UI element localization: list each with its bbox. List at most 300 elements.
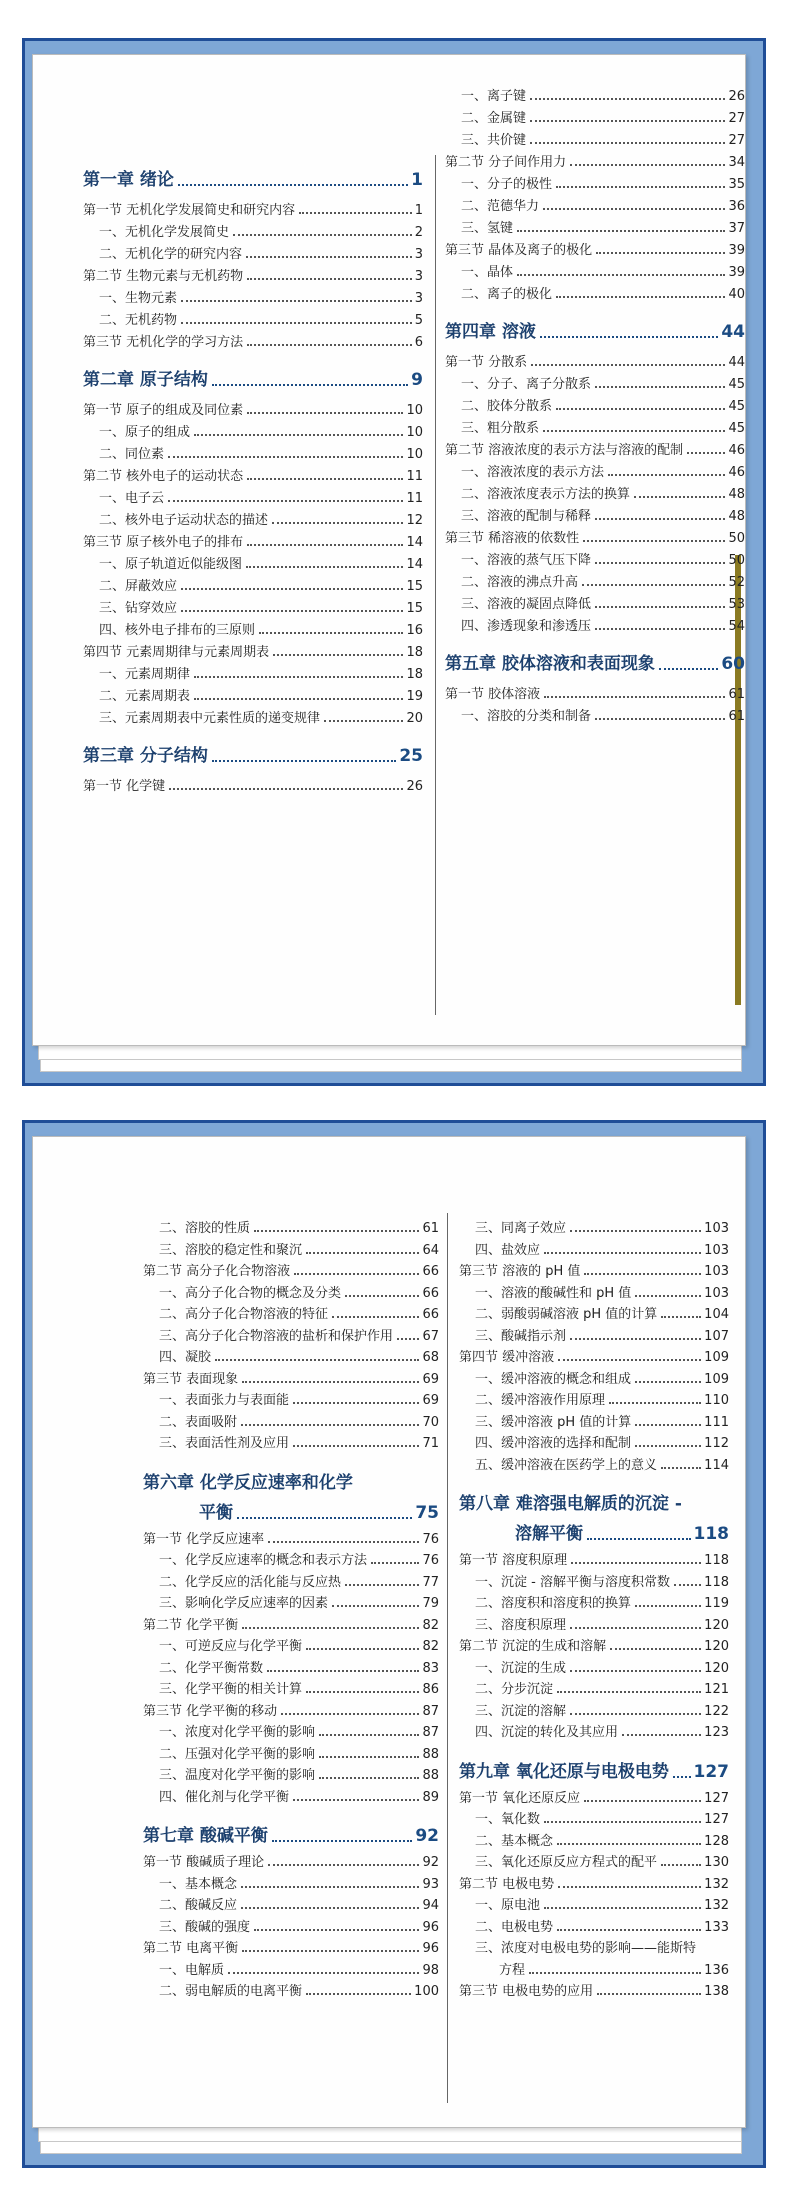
entry-title: 第八章 难溶强电解质的沉淀 - (459, 1494, 682, 1514)
dot-leader (306, 1648, 419, 1650)
toc-section-entry (83, 399, 423, 418)
dot-leader (635, 1295, 701, 1297)
entry-title: 三、粗分散系 (461, 421, 540, 436)
toc-subsection-entry (143, 1325, 439, 1344)
entry-title: 第二节 电离平衡 (143, 1941, 239, 1956)
toc-subsection-entry (143, 1217, 439, 1236)
dot-leader (194, 434, 403, 436)
entry-title: 第五章 胶体溶液和表面现象 (445, 654, 655, 674)
entry-title: 三、酸碱的强度 (159, 1919, 251, 1935)
page-number: 114 (704, 1457, 729, 1473)
entry-title: 第四节 元素周期律与元素周期表 (83, 645, 270, 660)
page-number: 118 (704, 1553, 729, 1568)
page-number: 6 (414, 335, 423, 350)
page-number: 107 (704, 1328, 729, 1344)
entry-title: 五、缓冲溶液在医药学上的意义 (475, 1457, 658, 1473)
dot-leader (622, 1734, 701, 1736)
page-number: 12 (406, 513, 423, 528)
toc-subsection-entry (459, 1432, 729, 1451)
page-number: 76 (422, 1553, 439, 1568)
entry-title: 一、基本概念 (159, 1876, 238, 1892)
entry-title: 二、表面吸附 (159, 1414, 238, 1430)
dot-leader (557, 1843, 701, 1845)
toc-section-entry (143, 1937, 439, 1956)
toc-subsection-entry (459, 1721, 729, 1740)
toc-subsection-entry (445, 373, 745, 392)
entry-title: 二、分步沉淀 (475, 1682, 554, 1697)
page-number: 127 (704, 1812, 729, 1827)
dot-leader (570, 164, 725, 166)
entry-title: 一、离子键 (461, 89, 527, 104)
page-number: 50 (728, 531, 745, 546)
dot-leader (570, 1338, 701, 1340)
page-number: 3 (414, 269, 423, 284)
dot-leader (570, 1627, 701, 1629)
dot-leader (272, 522, 403, 524)
toc-section-entry (143, 1528, 439, 1547)
toc-subsection-entry (143, 1980, 439, 1999)
dot-leader (241, 1424, 419, 1426)
entry-title: 三、元素周期表中元素性质的递变规律 (99, 711, 321, 726)
page-number: 46 (728, 465, 745, 480)
dot-leader (530, 142, 725, 144)
page-number: 71 (422, 1436, 439, 1451)
dot-leader (273, 654, 403, 656)
toc-section-entry (143, 1614, 439, 1633)
entry-title: 第二节 核外电子的运动状态 (83, 469, 244, 484)
entry-title: 二、金属键 (461, 111, 527, 126)
entry-title: 第四节 缓冲溶液 (459, 1350, 555, 1365)
page-number: 118 (693, 1524, 729, 1544)
dot-leader (294, 1273, 419, 1275)
entry-title: 第三节 稀溶液的依数性 (445, 531, 580, 546)
toc-subsection-entry (459, 1851, 729, 1870)
page-number: 14 (406, 535, 423, 550)
page-number: 25 (399, 746, 423, 766)
toc-subsection-entry (445, 85, 745, 104)
toc-subsection-entry (459, 1894, 729, 1913)
page-number: 77 (422, 1574, 439, 1590)
toc-subsection-entry (83, 309, 423, 328)
toc-left-column (83, 165, 423, 1025)
dot-leader (371, 1562, 419, 1564)
toc-subsection-entry (143, 1635, 439, 1654)
toc-subsection-entry (143, 1873, 439, 1892)
dot-leader (635, 1381, 701, 1383)
toc-subsection-entry (445, 505, 745, 524)
toc-subsection-entry (83, 287, 423, 306)
entry-title: 第一节 酸碱质子理论 (143, 1855, 265, 1870)
toc-section-entry (83, 775, 423, 794)
page-number: 132 (704, 1876, 729, 1892)
toc-subsection-entry (143, 1549, 439, 1568)
dot-leader (268, 1541, 419, 1543)
toc-subsection-entry (143, 1571, 439, 1590)
toc-subsection-entry (83, 243, 423, 262)
page-number: 44 (728, 355, 745, 370)
entry-title: 第七章 酸碱平衡 (143, 1826, 268, 1846)
toc-subsection-entry (445, 217, 745, 236)
entry-title: 三、高分子化合物溶液的盐析和保护作用 (159, 1328, 394, 1344)
dot-leader (544, 1821, 701, 1823)
entry-title: 二、核外电子运动状态的描述 (99, 513, 269, 528)
entry-title: 第六章 化学反应速率和化学 (143, 1472, 353, 1493)
dot-leader (332, 1605, 419, 1607)
toc-subsection-entry (83, 509, 423, 528)
toc-section-entry (83, 331, 423, 350)
toc-subsection-entry (143, 1239, 439, 1258)
entry-title: 二、化学反应的活化能与反应热 (159, 1574, 342, 1590)
toc-subsection-entry (459, 1239, 729, 1258)
entry-title: 一、沉淀 - 溶解平衡与溶度积常数 (475, 1574, 670, 1590)
page-number: 48 (728, 509, 745, 524)
dot-leader (293, 1445, 419, 1447)
entry-title: 三、表面活性剂及应用 (159, 1436, 290, 1451)
dot-leader (544, 696, 725, 698)
page-number: 45 (728, 399, 745, 414)
toc-section-entry (445, 527, 745, 546)
entry-title: 一、溶胶的分类和制备 (461, 709, 592, 724)
dot-leader (241, 1907, 419, 1909)
dot-leader (319, 1777, 419, 1779)
dot-leader (267, 1670, 419, 1672)
dot-leader (241, 1886, 419, 1888)
page-number: 127 (704, 1790, 729, 1806)
page-number: 88 (422, 1768, 439, 1783)
toc-chapter-entry-cont (459, 1519, 729, 1544)
dot-leader (661, 1864, 701, 1866)
page-number: 2 (414, 225, 423, 240)
page-number: 3 (414, 247, 423, 262)
dot-leader (558, 1886, 701, 1888)
dot-leader (595, 386, 725, 388)
page-number: 39 (728, 265, 745, 280)
page-number: 45 (728, 377, 745, 392)
toc-subsection-entry (143, 1721, 439, 1740)
entry-title: 第三节 表面现象 (143, 1371, 239, 1387)
entry-title: 一、原子轨道近似能级图 (99, 557, 243, 572)
toc-subsection-entry (459, 1959, 729, 1978)
entry-title: 一、化学反应速率的概念和表示方法 (159, 1553, 368, 1568)
toc-chapter-entry (83, 365, 423, 390)
dot-leader (246, 566, 403, 568)
page-number: 10 (406, 447, 423, 462)
dot-leader (242, 1950, 419, 1952)
entry-title: 四、凝胶 (159, 1350, 212, 1365)
dot-leader (319, 1756, 419, 1758)
toc-subsection-entry (445, 571, 745, 590)
dot-leader (584, 1800, 701, 1802)
toc-section-entry (83, 641, 423, 660)
toc-chapter-entry (83, 741, 423, 766)
dot-leader (556, 186, 725, 188)
toc-subsection-entry (83, 221, 423, 240)
entry-title: 二、屏蔽效应 (99, 579, 178, 594)
toc-subsection-entry (445, 173, 745, 192)
page-number: 53 (728, 597, 745, 612)
entry-title: 溶解平衡 (515, 1524, 583, 1544)
toc-subsection-entry (445, 615, 745, 634)
toc-subsection-entry (459, 1411, 729, 1430)
dot-leader (531, 364, 725, 366)
dot-leader (194, 698, 403, 700)
toc-subsection-entry (83, 553, 423, 572)
entry-title: 一、沉淀的生成 (475, 1660, 567, 1676)
page-number: 92 (422, 1855, 439, 1870)
entry-title: 第三节 电极电势的应用 (459, 1984, 594, 1999)
page-number: 120 (704, 1660, 729, 1676)
page-number: 128 (704, 1833, 729, 1849)
entry-title: 一、电解质 (159, 1962, 225, 1978)
entry-title: 方程 (499, 1962, 526, 1978)
page-number: 111 (704, 1414, 729, 1430)
entry-title: 三、缓冲溶液 pH 值的计算 (475, 1414, 632, 1430)
entry-title: 一、无机化学发展简史 (99, 225, 230, 240)
entry-title: 二、弱酸弱碱溶液 pH 值的计算 (475, 1307, 658, 1322)
dot-leader (570, 1713, 701, 1715)
page-number: 127 (693, 1761, 729, 1782)
dot-leader (181, 610, 403, 612)
dot-leader (595, 628, 725, 630)
page-number: 18 (406, 645, 423, 660)
entry-title: 一、高分子化合物的概念及分类 (159, 1285, 342, 1301)
page-number: 103 (704, 1285, 729, 1301)
dot-leader (530, 120, 725, 122)
toc-section-entry (459, 1346, 729, 1365)
entry-title: 二、无机化学的研究内容 (99, 247, 243, 262)
entry-title: 二、同位素 (99, 447, 165, 462)
entry-title: 一、表面张力与表面能 (159, 1393, 290, 1408)
toc-subsection-entry (459, 1282, 729, 1301)
toc-subsection-entry (459, 1454, 729, 1473)
toc-subsection-entry (445, 195, 745, 214)
entry-title: 第三节 溶液的 pH 值 (459, 1264, 581, 1279)
page-number: 16 (406, 623, 423, 638)
entry-title: 第三节 化学平衡的移动 (143, 1703, 278, 1719)
page-number: 112 (704, 1436, 729, 1451)
dot-leader (595, 718, 725, 720)
page-number: 83 (422, 1660, 439, 1676)
entry-title: 三、浓度对电极电势的影响——能斯特 (475, 1941, 697, 1956)
toc-section-entry (459, 1260, 729, 1279)
page-number: 119 (704, 1596, 729, 1611)
page-number: 27 (728, 111, 745, 126)
entry-title: 平衡 (199, 1502, 233, 1523)
toc-subsection-entry (83, 575, 423, 594)
toc-subsection-entry (445, 461, 745, 480)
toc-subsection-entry (459, 1325, 729, 1344)
page-number: 93 (422, 1876, 439, 1892)
page-number: 98 (422, 1962, 439, 1978)
dot-leader (299, 212, 412, 214)
page-number: 92 (415, 1826, 439, 1846)
page-number: 15 (406, 601, 423, 616)
toc-section-entry (143, 1700, 439, 1719)
page-number: 68 (422, 1350, 439, 1365)
toc-section-entry (83, 265, 423, 284)
toc-section-entry (459, 1549, 729, 1568)
page-number: 11 (406, 491, 423, 506)
page-number: 82 (422, 1617, 439, 1633)
entry-title: 第二节 沉淀的生成和溶解 (459, 1639, 607, 1654)
entry-title: 第四章 溶液 (445, 322, 536, 342)
dot-leader (587, 1538, 691, 1540)
dot-leader (181, 322, 412, 324)
entry-title: 第一节 化学键 (83, 779, 166, 794)
dot-leader (674, 1584, 701, 1586)
dot-leader (543, 430, 725, 432)
toc-subsection-entry (143, 1894, 439, 1913)
toc-section-entry (445, 683, 745, 702)
page-number: 120 (704, 1617, 729, 1633)
entry-title: 二、酸碱反应 (159, 1898, 238, 1913)
entry-title: 一、溶液的酸碱性和 pH 值 (475, 1285, 632, 1301)
toc-panel-2 (24, 1122, 766, 2168)
toc-subsection-entry (459, 1700, 729, 1719)
page-number: 70 (422, 1414, 439, 1430)
entry-title: 第二节 分子间作用力 (445, 155, 567, 170)
dot-leader (608, 474, 725, 476)
page-number: 69 (422, 1393, 439, 1408)
dot-leader (194, 676, 403, 678)
page-number: 103 (704, 1221, 729, 1236)
toc-subsection-entry (445, 129, 745, 148)
toc-subsection-entry (459, 1571, 729, 1590)
toc-subsection-entry (459, 1937, 729, 1956)
toc-subsection-entry (459, 1830, 729, 1849)
toc-chapter-entry (143, 1468, 439, 1493)
dot-leader (584, 1273, 701, 1275)
page-number: 40 (728, 287, 745, 302)
toc-section-entry (83, 531, 423, 550)
dot-leader (215, 1359, 419, 1361)
page-number: 45 (728, 421, 745, 436)
toc-chapter-entry (83, 165, 423, 190)
toc-subsection-entry (445, 549, 745, 568)
entry-title: 一、分子的极性 (461, 177, 553, 192)
page-number: 87 (422, 1703, 439, 1719)
dot-leader (246, 256, 412, 258)
toc-page-1 (32, 54, 746, 1046)
entry-title: 三、溶度积原理 (475, 1617, 567, 1633)
dot-leader (259, 632, 403, 634)
page-number: 109 (704, 1350, 729, 1365)
dot-leader (517, 230, 725, 232)
toc-subsection-entry (459, 1303, 729, 1322)
entry-title: 三、影响化学反应速率的因素 (159, 1596, 329, 1611)
entry-title: 三、沉淀的溶解 (475, 1703, 567, 1719)
toc-section-entry (459, 1980, 729, 1999)
page-number: 130 (704, 1855, 729, 1870)
page-number: 60 (721, 654, 745, 674)
entry-title: 一、溶液浓度的表示方法 (461, 465, 605, 480)
toc-section-entry (143, 1851, 439, 1870)
page-number: 86 (422, 1682, 439, 1697)
entry-title: 三、化学平衡的相关计算 (159, 1682, 303, 1697)
dot-leader (635, 1424, 701, 1426)
entry-title: 第一节 化学反应速率 (143, 1531, 265, 1547)
dot-leader (596, 252, 725, 254)
entry-title: 二、电极电势 (475, 1919, 554, 1935)
toc-subsection-entry (459, 1808, 729, 1827)
entry-title: 一、生物元素 (99, 291, 178, 306)
dot-leader (212, 760, 396, 762)
dot-leader (247, 478, 403, 480)
toc-subsection-entry (83, 421, 423, 440)
page-number: 109 (704, 1371, 729, 1387)
entry-title: 一、晶体 (461, 265, 514, 280)
entry-title: 三、溶胶的稳定性和聚沉 (159, 1242, 303, 1258)
toc-subsection-entry (143, 1432, 439, 1451)
toc-subsection-entry (459, 1592, 729, 1611)
toc-section-entry (459, 1635, 729, 1654)
toc-subsection-entry (143, 1764, 439, 1783)
entry-title: 第三章 分子结构 (83, 746, 208, 766)
page-number: 3 (414, 291, 423, 306)
toc-right-column (445, 89, 745, 1025)
entry-title: 第一节 原子的组成及同位素 (83, 403, 244, 418)
toc-subsection-entry (83, 619, 423, 638)
page-number: 104 (704, 1307, 729, 1322)
entry-title: 第二节 生物元素与无机药物 (83, 269, 244, 284)
entry-title: 第二章 原子结构 (83, 370, 208, 390)
page-number: 5 (414, 313, 423, 328)
page-number: 61 (422, 1221, 439, 1236)
dot-leader (556, 408, 725, 410)
dot-leader (595, 606, 725, 608)
dot-leader (661, 1316, 701, 1318)
entry-title: 第一节 胶体溶液 (445, 687, 541, 702)
page-number: 138 (704, 1984, 729, 1999)
entry-title: 二、溶液浓度表示方法的换算 (461, 487, 631, 502)
entry-title: 二、溶度积和溶度积的换算 (475, 1596, 632, 1611)
entry-title: 四、核外电子排布的三原则 (99, 623, 256, 638)
dot-leader (324, 720, 403, 722)
page-number: 133 (704, 1919, 729, 1935)
page-number: 67 (422, 1328, 439, 1344)
page-number: 94 (422, 1898, 439, 1913)
dot-leader (610, 1648, 701, 1650)
toc-subsection-entry (143, 1916, 439, 1935)
entry-title: 三、溶液的凝固点降低 (461, 597, 592, 612)
toc-subsection-entry (445, 107, 745, 126)
page-number: 79 (422, 1596, 439, 1611)
dot-leader (237, 1517, 412, 1519)
page-number: 96 (422, 1941, 439, 1956)
page-number: 120 (704, 1639, 729, 1654)
dot-leader (169, 788, 403, 790)
dot-leader (557, 1691, 701, 1693)
page-number: 1 (414, 203, 423, 218)
entry-title: 一、溶液的蒸气压下降 (461, 553, 592, 568)
dot-leader (178, 184, 408, 186)
toc-section-entry (445, 351, 745, 370)
page-number: 69 (422, 1371, 439, 1387)
page-number: 39 (728, 243, 745, 258)
page-number: 20 (406, 711, 423, 726)
toc-subsection-entry (143, 1411, 439, 1430)
dot-leader (529, 1972, 701, 1974)
page-number: 87 (422, 1725, 439, 1740)
page-number: 123 (704, 1725, 729, 1740)
column-divider (435, 155, 436, 1015)
entry-title: 一、氧化数 (475, 1812, 541, 1827)
entry-title: 三、同离子效应 (475, 1221, 567, 1236)
page-number: 1 (411, 170, 423, 190)
dot-leader (557, 1929, 701, 1931)
toc-subsection-entry (83, 443, 423, 462)
entry-title: 二、胶体分散系 (461, 399, 553, 414)
